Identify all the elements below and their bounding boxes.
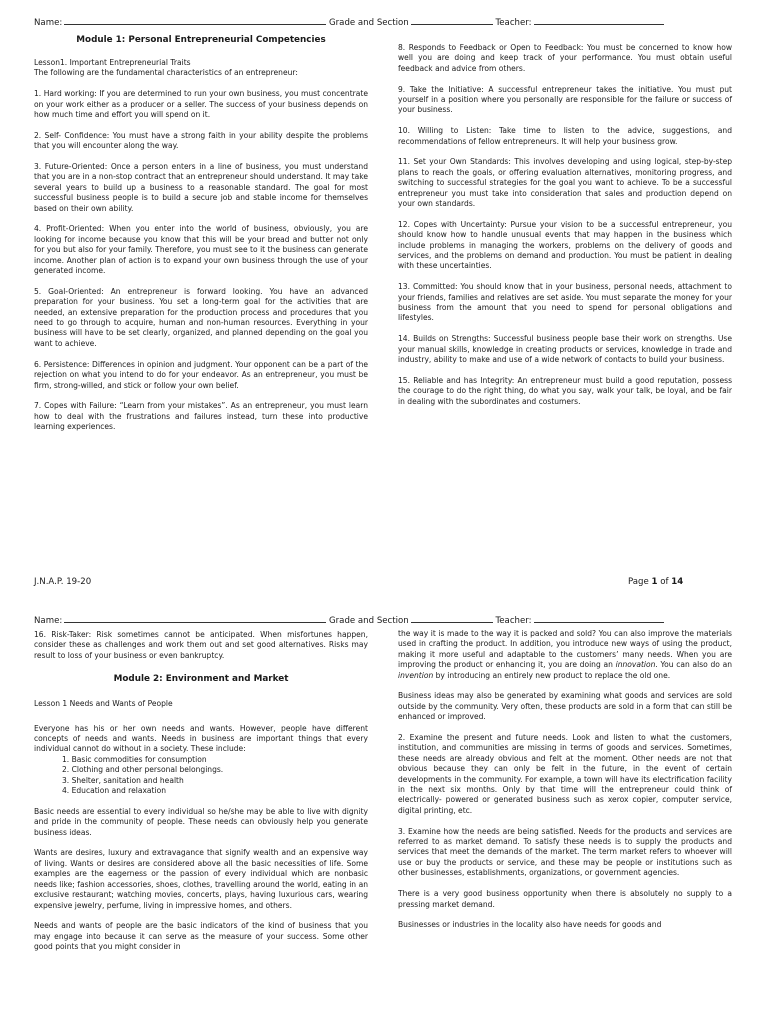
name-label: Name:: [34, 616, 63, 626]
text-run: the way it is made to the way it is packed and sold? You can also improve the materials used in crafting the product. In addition, you introduce new ways of using the product, making it more useful and adaptable to the customers’ many needs. When you are improving the product or enhancing it, you are doing an: [398, 629, 732, 670]
document-page-2: [0, 600, 768, 1024]
lesson-1-intro: The following are the fundamental characteristics of an entrepreneur:: [34, 68, 298, 78]
page-current: 1: [651, 577, 658, 587]
page1-left-column: [34, 34, 368, 443]
of-word: of: [660, 577, 669, 587]
trait-item: 10. Willing to Listen: Take time to listen to the advice, suggestions, and recommendations of fellow entrepreneurs. It will help your business grow.: [398, 126, 732, 146]
grade-section-label: Grade and Section: [328, 18, 409, 28]
trait-item: 7. Copes with Failure: “Learn from your mistakes”. As an entrepreneur, you must learn how to deal with the frustrations and failures instead, turn these into productive learning experiences.: [34, 401, 368, 432]
teacher-blank: [534, 16, 664, 25]
needs-list: [34, 755, 368, 797]
page-number: [628, 576, 683, 588]
trait-item: 2. Self- Confidence: You must have a strong faith in your ability despite the problems that you will encounter along the way.: [34, 130, 368, 151]
trait-item: 13. Committed: You should know that in your business, personal needs, attachment to your friends, families and relatives are set aside. You must separate the money for your business from the amount that you need to spend for personal obligations and lifestyles.: [398, 282, 732, 323]
list-item: 4. Education and relaxation: [62, 786, 167, 796]
grade-section-label: Grade and Section: [328, 616, 409, 626]
paragraph: Businesses or industries in the locality also have needs for goods and: [398, 920, 662, 930]
list-item: 1. Basic commodities for consumption: [62, 754, 207, 764]
trait-item: 8. Responds to Feedback or Open to Feedback: You must be concerned to know how well you are doing and keep track of your performance. You must obtain useful feedback and advice from others.: [398, 43, 732, 73]
name-blank: [64, 614, 326, 623]
student-info-header: [34, 16, 734, 30]
trait-item: 5. Goal-Oriented: An entrepreneur is forward looking. You have an advanced preparation for your business. You set a long-term goal for the activities that are needed, an extensive preparation for the production process and procedures that you need to go through to acquire, human and non-human resources. Everything in your business will have to be set clearly, organized, and planned depending on the goal you want to achieve.: [34, 286, 368, 348]
paragraph: 2. Examine the present and future needs. Look and listen to what the customers, institution, and communities are missing in terms of goods and services. Sometimes, these needs are already obvious and felt at the moment. Other needs are not that obvious because they can only be felt in the future, in the event of certain developments in the community. For example, a town will have its electrification facility in the next six months. Only by that time will the entrepreneur could think of electrically- powered or generated business such as xerox copier, computer service, digital printing, etc.: [398, 733, 732, 815]
trait-item: 12. Copes with Uncertainty: Pursue your vision to be a successful entrepreneur, you should know how to handle unusual events that may happen in the business which include problems in managing the workers, problems on the delivery of goods and services, and the problems on demand and production. You must be patient in dealing with these uncertainties.: [398, 219, 732, 271]
text-run: . You can also do an: [655, 660, 733, 670]
page-total: 14: [671, 577, 684, 587]
page2-right-column: [398, 629, 732, 941]
paragraph: Basic needs are essential to every individual so he/she may be able to live with dignity and pride in the community of people. These needs can obviously help you generate business ideas.: [34, 806, 368, 837]
grade-section-blank: [411, 16, 493, 25]
paragraph: There is a very good business opportunity when there is absolutely no supply to a pressing market demand.: [398, 889, 732, 909]
trait-item: 11. Set your Own Standards: This involves developing and using logical, step-by-step plans to reach the goals, or offering evaluation alternatives, monitoring progress, and switching to successful strategies for the goal you want to achieve. To be a successful entrepreneur you must take into consideration that sales and production depend on your own standards.: [398, 157, 732, 209]
trait-item: 15. Reliable and has Integrity: An entrepreneur must build a good reputation, possess the courage to do the right thing, do what you say, walk your talk, be loyal, and be fair in dealing with the subordinates and costumers.: [398, 375, 732, 406]
paragraph: 3. Examine how the needs are being satisfied. Needs for the products and services are referred to as market demand. To satisfy these needs is to supply the products and services that meet the demands of the market. The term market refers to whoever will use or buy the products or service, and these may be people or institutions such as other businesses, establishments, organizations, or government agencies.: [398, 826, 732, 878]
trait-item: 1. Hard working: If you are determined to run your own business, you must concentrate on your work either as a producer or a seller. The success of your business depends on how much time and effort you will spend on it.: [34, 89, 368, 120]
module-2-title: Module 2: Environment and Market: [113, 674, 289, 685]
page2-left-column: [34, 630, 368, 963]
list-item: 3. Shelter, sanitation and health: [62, 775, 184, 785]
module-1-title: Module 1: Personal Entrepreneurial Competencies: [76, 35, 326, 45]
italic-term: innovation: [615, 660, 656, 670]
trait-item: 3. Future-Oriented: Once a person enters in a line of business, you must understand that you are in a non-stop contract that an entrepreneur should understand. It may take several years to build up a business to a reasonable standard. The goal for most successful business people is to build a secure job and stable income for themselves based on their own ability.: [34, 162, 368, 213]
trait-item: 4. Profit-Oriented: When you enter into the world of business, obviously, you are looking for income because you know that this will be your bread and butter not only for you but also for your family. Therefore, you must see to it the business can generate income. Another plan of action is to expand your own business through the use of your generated income.: [34, 224, 368, 276]
trait-item: 16. Risk-Taker: Risk sometimes cannot be anticipated. When misfortunes happen, consider these as challenges and work them out and set good alternatives. Risks may result to loss of your business or even bankruptcy.: [34, 630, 368, 660]
paragraph: [398, 629, 732, 681]
paragraph: Needs and wants of people are the basic indicators of the kind of business that you may engage into because it can serve as the measure of your success. Some other good points that you might consider in: [34, 921, 368, 952]
name-blank: [64, 16, 326, 25]
trait-item: 14. Builds on Strengths: Successful business people base their work on strengths. Use your manual skills, knowledge in creating products or services, knowledge in trade and industry, ability to make and use of a wide network of contacts to build your business.: [398, 334, 732, 365]
teacher-blank: [534, 614, 664, 623]
grade-section-blank: [411, 614, 493, 623]
paragraph: Everyone has his or her own needs and wants. However, people have different concepts of needs and wants. Needs in business are important things that every individual cannot do without in a society. These include:: [34, 723, 368, 754]
student-info-header: [34, 614, 734, 628]
teacher-label: Teacher:: [495, 18, 532, 28]
paragraph: Business ideas may also be generated by examining what goods and services are sold outside by the community. Very often, these products are sold in a form that can still be enhanced or improved.: [398, 691, 732, 722]
text-run: by introducing an entirely new product to replace the old one.: [435, 670, 671, 680]
paragraph: Wants are desires, luxury and extravagance that signify wealth and an expensive way of living. Wants or desires are considered above all the basic necessities of life. Some examples are the eagerness or the passion of every individual which are nonbasic needs like; fashion accessories, shoes, clothes, travelling around the world, eating in an exclusive restaurant; watching movies, concerts, plays, having luxurious cars, wearing expensive jewelry, perfume, living in impressive homes, and others.: [34, 848, 368, 910]
page-word: Page: [628, 577, 649, 587]
name-label: Name:: [34, 18, 63, 28]
trait-item: 9. Take the Initiative: A successful entrepreneur takes the initiative. You must put yourself in a position where you personally are responsible for the failure or success of your business.: [398, 84, 732, 115]
italic-term: invention: [398, 670, 434, 680]
teacher-label: Teacher:: [495, 616, 532, 626]
lesson-1-title: Lesson 1 Needs and Wants of People: [34, 699, 173, 709]
list-item: 2. Clothing and other personal belongings.: [62, 765, 224, 775]
lesson-1-title: Lesson1. Important Entrepreneurial Traits: [34, 58, 191, 67]
page1-right-column: [398, 43, 732, 418]
footer-code: J.N.A.P. 19-20: [34, 577, 92, 587]
trait-item: 6. Persistence: Differences in opinion and judgment. Your opponent can be a part of the rejection on what you intend to do for your endeavor. As an entrepreneur, you must be firm, strong-willed, and stick or follow your own belief.: [34, 359, 368, 390]
